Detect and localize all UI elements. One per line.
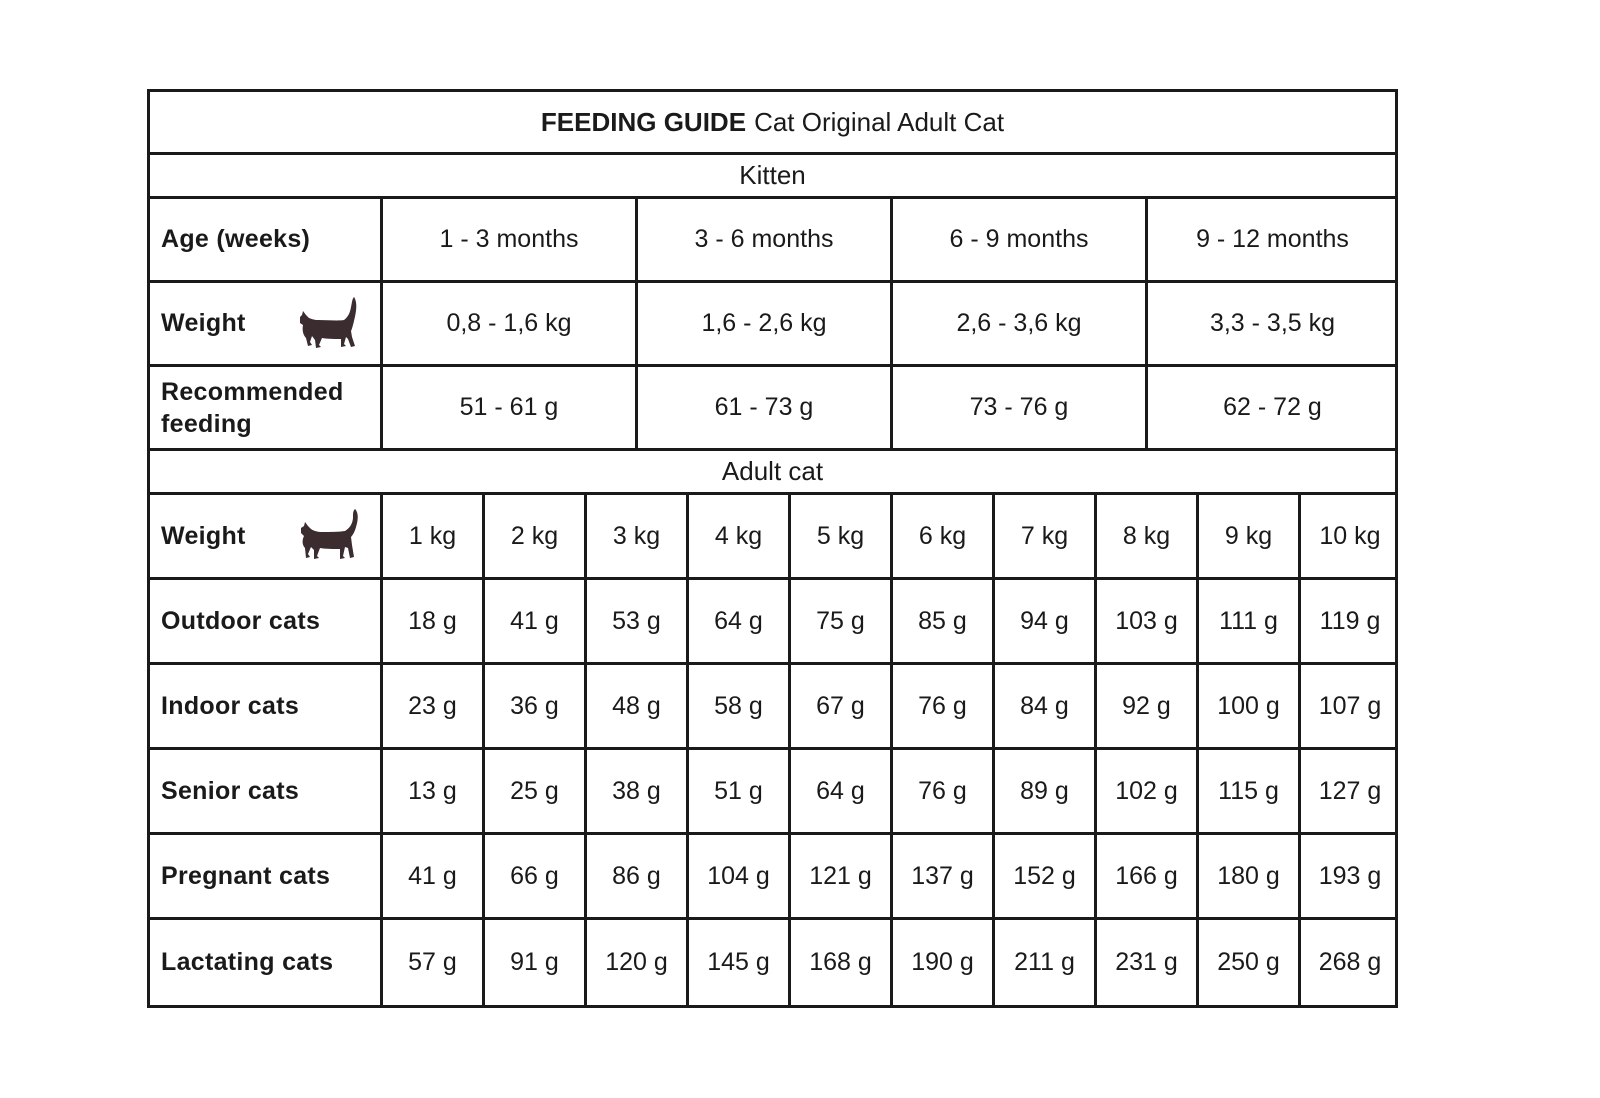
lactating-cats-cell: 231 g <box>1094 920 1196 1005</box>
pregnant-cats-cell: 193 g <box>1298 835 1399 917</box>
outdoor-cats-row <box>150 580 1395 665</box>
senior-cats-cell: 76 g <box>890 750 992 832</box>
pregnant-cats-cell: 66 g <box>482 835 584 917</box>
adult-weight-cell: 10 kg <box>1298 495 1399 577</box>
indoor-cats-cell: 67 g <box>788 665 890 747</box>
title-bold: FEEDING GUIDE <box>540 106 747 137</box>
lactating-cats-cell: 268 g <box>1298 920 1399 1005</box>
kitten-feeding-row <box>150 367 1395 451</box>
senior-cats-cell: 102 g <box>1094 750 1196 832</box>
lactating-cats-cell: 57 g <box>380 920 482 1005</box>
lactating-cats-cell: 145 g <box>686 920 788 1005</box>
outdoor-cats-cell: 111 g <box>1196 580 1298 662</box>
outdoor-cats-cell: 94 g <box>992 580 1094 662</box>
pregnant-cats-cell: 86 g <box>584 835 686 917</box>
outdoor-cats-cell: 103 g <box>1094 580 1196 662</box>
adult-weight-row <box>150 495 1395 580</box>
adult-weight-cell: 1 kg <box>380 495 482 577</box>
indoor-cats-cell: 76 g <box>890 665 992 747</box>
indoor-cats-cell: 84 g <box>992 665 1094 747</box>
lactating-cats-cell: 120 g <box>584 920 686 1005</box>
age-cell: 3 - 6 months <box>635 199 890 280</box>
recommended-feeding-label-line2: feeding <box>161 409 252 438</box>
adult-weight-label-cell <box>150 495 380 577</box>
lactating-cats-cell: 190 g <box>890 920 992 1005</box>
pregnant-cats-row <box>150 835 1395 920</box>
indoor-cats-label: Indoor cats <box>161 691 300 720</box>
lactating-cats-cell: 91 g <box>482 920 584 1005</box>
kitten-weight-cell: 2,6 - 3,6 kg <box>890 283 1145 364</box>
kitten-weight-row <box>150 283 1395 367</box>
indoor-cats-cell: 100 g <box>1196 665 1298 747</box>
pregnant-cats-cell: 152 g <box>992 835 1094 917</box>
adult-weight-label: Weight <box>161 521 246 550</box>
indoor-cats-cell: 48 g <box>584 665 686 747</box>
pregnant-cats-cell: 121 g <box>788 835 890 917</box>
age-label: Age (weeks) <box>161 225 311 253</box>
kitten-feeding-cell: 61 - 73 g <box>635 367 890 448</box>
pregnant-cats-cell: 41 g <box>380 835 482 917</box>
senior-cats-cell: 127 g <box>1298 750 1399 832</box>
adult-weight-cell: 7 kg <box>992 495 1094 577</box>
outdoor-cats-cell: 64 g <box>686 580 788 662</box>
lactating-cats-cell: 168 g <box>788 920 890 1005</box>
outdoor-cats-cell: 119 g <box>1298 580 1399 662</box>
indoor-cats-cell: 58 g <box>686 665 788 747</box>
senior-cats-cell: 38 g <box>584 750 686 832</box>
senior-cats-cell: 25 g <box>482 750 584 832</box>
pregnant-cats-cell: 104 g <box>686 835 788 917</box>
adult-weight-cell: 9 kg <box>1196 495 1298 577</box>
senior-cats-row <box>150 750 1395 835</box>
kitten-weight-cell: 3,3 - 3,5 kg <box>1145 283 1397 364</box>
senior-cats-cell: 115 g <box>1196 750 1298 832</box>
outdoor-cats-label: Outdoor cats <box>161 606 321 635</box>
pregnant-cats-cell: 137 g <box>890 835 992 917</box>
outdoor-cats-cell: 41 g <box>482 580 584 662</box>
indoor-cats-cell: 36 g <box>482 665 584 747</box>
pregnant-cats-cell: 180 g <box>1196 835 1298 917</box>
feeding-guide-table <box>147 89 1398 1008</box>
title-rest: Cat Original Adult Cat <box>754 106 1005 137</box>
recommended-feeding-label <box>150 367 380 448</box>
adult-weight-cell: 8 kg <box>1094 495 1196 577</box>
age-cell: 1 - 3 months <box>380 199 635 280</box>
lactating-cats-cell: 250 g <box>1196 920 1298 1005</box>
senior-cats-cell: 51 g <box>686 750 788 832</box>
kitten-feeding-cell: 62 - 72 g <box>1145 367 1397 448</box>
age-cell: 6 - 9 months <box>890 199 1145 280</box>
adult-weight-cell: 2 kg <box>482 495 584 577</box>
kitten-weight-cell: 0,8 - 1,6 kg <box>380 283 635 364</box>
senior-cats-cell: 13 g <box>380 750 482 832</box>
recommended-feeding-label-line1: Recommended <box>161 377 344 406</box>
kitten-feeding-cell: 73 - 76 g <box>890 367 1145 448</box>
cat-silhouette-icon <box>298 507 360 565</box>
kitten-section-header: Kitten <box>150 155 1395 199</box>
indoor-cats-cell: 23 g <box>380 665 482 747</box>
outdoor-cats-cell: 75 g <box>788 580 890 662</box>
outdoor-cats-cell: 53 g <box>584 580 686 662</box>
pregnant-cats-cell: 166 g <box>1094 835 1196 917</box>
adult-weight-cell: 4 kg <box>686 495 788 577</box>
senior-cats-label: Senior cats <box>161 776 300 805</box>
lactating-cats-label: Lactating cats <box>161 948 334 976</box>
adult-weight-cell: 3 kg <box>584 495 686 577</box>
kitten-feeding-cell: 51 - 61 g <box>380 367 635 448</box>
kitten-weight-cell: 1,6 - 2,6 kg <box>635 283 890 364</box>
adult-section-header: Adult cat <box>150 451 1395 495</box>
lactating-cats-row <box>150 920 1395 1005</box>
kitten-age-row <box>150 199 1395 283</box>
outdoor-cats-cell: 85 g <box>890 580 992 662</box>
outdoor-cats-cell: 18 g <box>380 580 482 662</box>
pregnant-cats-label: Pregnant cats <box>161 861 331 890</box>
age-cell: 9 - 12 months <box>1145 199 1397 280</box>
kitten-weight-label: Weight <box>161 309 246 337</box>
indoor-cats-row <box>150 665 1395 750</box>
indoor-cats-cell: 92 g <box>1094 665 1196 747</box>
table-title <box>150 92 1395 155</box>
kitten-weight-label-cell <box>150 283 380 364</box>
senior-cats-cell: 64 g <box>788 750 890 832</box>
cat-silhouette-icon <box>298 295 360 353</box>
lactating-cats-cell: 211 g <box>992 920 1094 1005</box>
adult-weight-cell: 5 kg <box>788 495 890 577</box>
senior-cats-cell: 89 g <box>992 750 1094 832</box>
indoor-cats-cell: 107 g <box>1298 665 1399 747</box>
adult-weight-cell: 6 kg <box>890 495 992 577</box>
